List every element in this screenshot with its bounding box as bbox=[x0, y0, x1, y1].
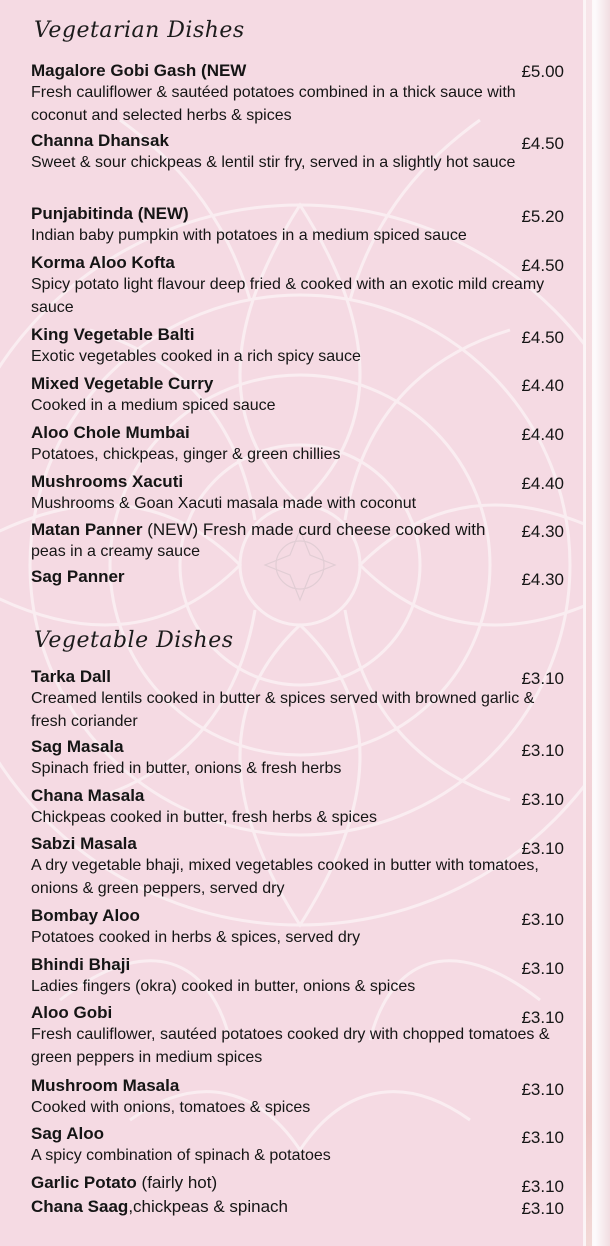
menu-item bbox=[31, 203, 566, 248]
item-name: Sabzi Masala bbox=[31, 834, 137, 853]
item-name: Sag Panner bbox=[31, 567, 125, 586]
item-name: Channa Dhansak bbox=[31, 131, 169, 150]
item-description: A spicy combination of spinach & potatoes bbox=[31, 1147, 331, 1164]
item-price: £3.10 bbox=[521, 1199, 564, 1218]
item-name: Aloo Gobi bbox=[31, 1003, 113, 1022]
menu-item bbox=[31, 422, 566, 467]
menu-item bbox=[31, 736, 566, 781]
item-price: £3.10 bbox=[521, 1128, 564, 1147]
menu-item bbox=[31, 1075, 566, 1120]
item-price: £4.50 bbox=[521, 134, 564, 153]
item-description: Sweet & sour chickpeas & lentil stir fry, served in a slightly hot sauce bbox=[31, 154, 516, 171]
item-name: King Vegetable Balti bbox=[31, 325, 195, 344]
item-name: Mushroom Masala bbox=[31, 1076, 180, 1095]
item-price: £3.10 bbox=[521, 959, 564, 978]
item-name: Mushrooms Xacuti bbox=[31, 472, 184, 491]
item-price: £4.30 bbox=[521, 570, 564, 589]
item-price: £5.00 bbox=[521, 62, 564, 81]
item-name: Matan Panner bbox=[31, 520, 143, 539]
item-name-extra: ,chickpeas & spinach bbox=[128, 1197, 289, 1216]
item-description: Fresh cauliflower, sautéed potatoes cooked dry with chopped tomatoes & green peppers in medium spices bbox=[31, 1026, 550, 1066]
item-price: £3.10 bbox=[521, 839, 564, 858]
menu-item bbox=[31, 130, 566, 175]
item-description: Cooked in a medium spiced sauce bbox=[31, 397, 276, 414]
item-name: Aloo Chole Mumbai bbox=[31, 423, 190, 442]
item-description: Cooked with onions, tomatoes & spices bbox=[31, 1099, 311, 1116]
section-heading-vegetable: Vegetable Dishes bbox=[34, 628, 234, 653]
page-edge-strip bbox=[586, 0, 592, 1246]
item-description: Spinach fried in butter, onions & fresh herbs bbox=[31, 760, 342, 777]
item-description: Creamed lentils cooked in butter & spices served with browned garlic & fresh coriander bbox=[31, 690, 535, 730]
section-heading-vegetarian: Vegetarian Dishes bbox=[34, 18, 245, 43]
item-description: Potatoes cooked in herbs & spices, served dry bbox=[31, 929, 361, 946]
item-name: Magalore Gobi Gash (NEW bbox=[31, 61, 247, 80]
menu-item bbox=[31, 833, 566, 900]
item-price: £4.40 bbox=[521, 425, 564, 444]
item-name: Tarka Dall bbox=[31, 667, 112, 686]
item-price: £4.30 bbox=[521, 522, 564, 541]
menu-item bbox=[31, 1172, 566, 1194]
item-description: peas in a creamy sauce bbox=[31, 543, 200, 560]
item-name: Chana Saag bbox=[31, 1197, 129, 1216]
menu-item bbox=[31, 60, 566, 127]
item-description: Indian baby pumpkin with potatoes in a medium spiced sauce bbox=[31, 227, 467, 244]
item-price: £3.10 bbox=[521, 1177, 564, 1196]
item-price: £3.10 bbox=[521, 790, 564, 809]
item-description: A dry vegetable bhaji, mixed vegetables cooked in butter with tomatoes, onions & green peppers, served dry bbox=[31, 857, 539, 897]
item-name: Sag Aloo bbox=[31, 1124, 105, 1143]
item-description: Mushrooms & Goan Xacuti masala made with coconut bbox=[31, 495, 417, 512]
menu-item bbox=[31, 373, 566, 418]
menu-item bbox=[31, 785, 566, 830]
menu-item bbox=[31, 519, 566, 564]
item-name-extra: (fairly hot) bbox=[141, 1173, 218, 1192]
item-price: £3.10 bbox=[521, 910, 564, 929]
item-price: £3.10 bbox=[521, 1080, 564, 1099]
item-description: Exotic vegetables cooked in a rich spicy sauce bbox=[31, 348, 361, 365]
menu-item bbox=[31, 1196, 566, 1218]
item-price: £4.40 bbox=[521, 474, 564, 493]
item-description: Spicy potato light flavour deep fried & cooked with an exotic mild creamy sauce bbox=[31, 276, 545, 316]
item-price: £3.10 bbox=[521, 1008, 564, 1027]
menu-item bbox=[31, 954, 566, 999]
item-name: Punjabitinda (NEW) bbox=[31, 204, 189, 223]
menu-item bbox=[31, 324, 566, 369]
menu-item bbox=[31, 252, 566, 319]
item-name-extra: (NEW) Fresh made curd cheese cooked with bbox=[147, 520, 486, 539]
menu-item bbox=[31, 905, 566, 950]
item-price: £4.50 bbox=[521, 328, 564, 347]
item-price: £5.20 bbox=[521, 207, 564, 226]
item-description: Fresh cauliflower & sautéed potatoes combined in a thick sauce with coconut and selected herbs & spices bbox=[31, 84, 516, 124]
menu-item bbox=[31, 666, 566, 733]
menu-item bbox=[31, 471, 566, 516]
item-price: £4.40 bbox=[521, 376, 564, 395]
item-description: Potatoes, chickpeas, ginger & green chillies bbox=[31, 446, 341, 463]
menu-item bbox=[31, 566, 566, 588]
menu-item bbox=[31, 1002, 566, 1069]
item-name: Bombay Aloo bbox=[31, 906, 140, 925]
item-name: Korma Aloo Kofta bbox=[31, 253, 175, 272]
item-price: £4.50 bbox=[521, 256, 564, 275]
item-name: Sag Masala bbox=[31, 737, 124, 756]
item-name: Chana Masala bbox=[31, 786, 145, 805]
item-price: £3.10 bbox=[521, 669, 564, 688]
menu-item bbox=[31, 1123, 566, 1168]
item-name: Garlic Potato bbox=[31, 1173, 137, 1192]
item-name: Mixed Vegetable Curry bbox=[31, 374, 214, 393]
item-description: Chickpeas cooked in butter, fresh herbs & spices bbox=[31, 809, 377, 826]
item-description: Ladies fingers (okra) cooked in butter, onions & spices bbox=[31, 978, 416, 995]
item-name: Bhindi Bhaji bbox=[31, 955, 131, 974]
item-price: £3.10 bbox=[521, 741, 564, 760]
